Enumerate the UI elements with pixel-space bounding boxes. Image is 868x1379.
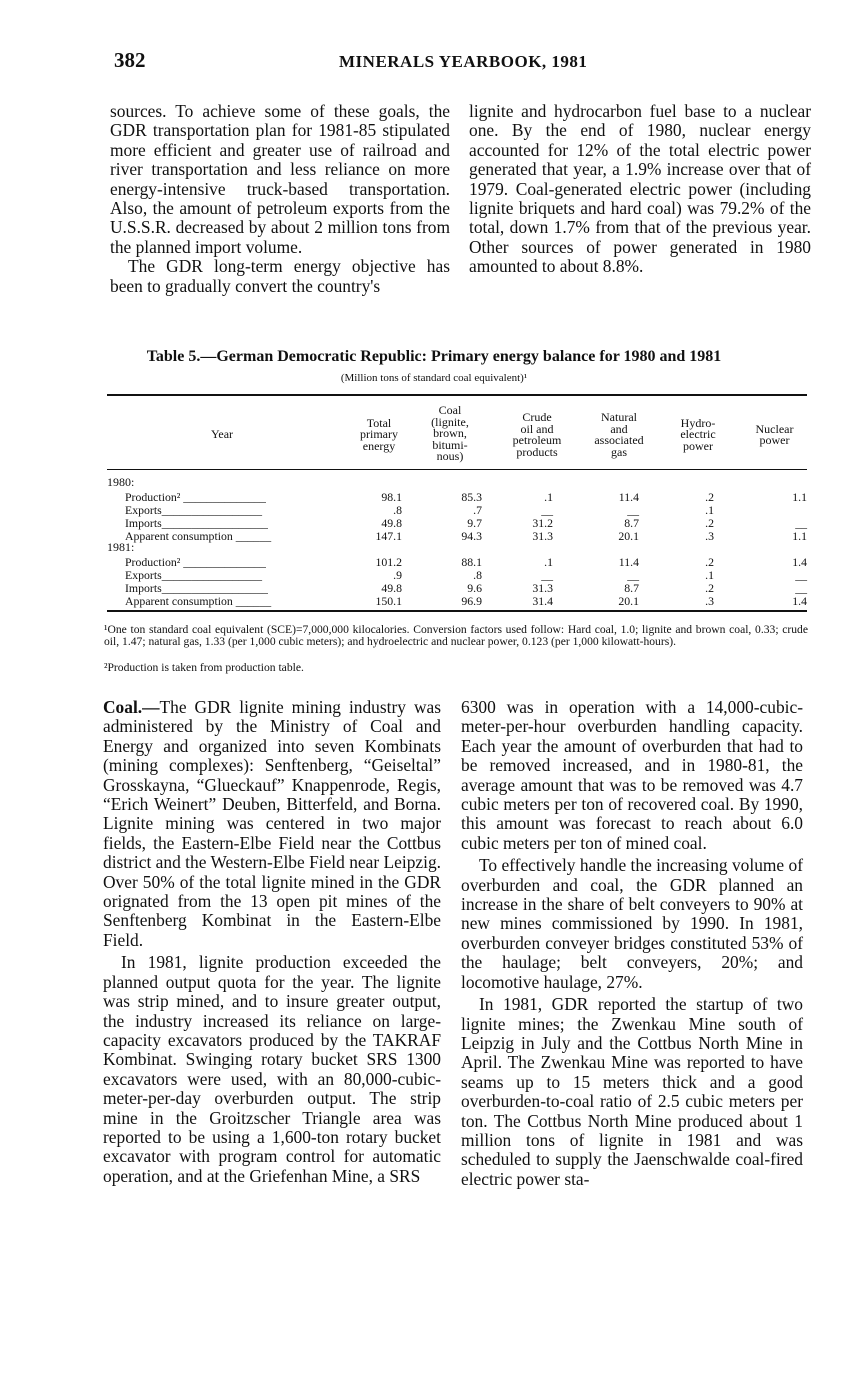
table-cell: 85.3	[461, 490, 482, 504]
row-label: Production² ______________	[125, 491, 266, 504]
paragraph: sources. To achieve some of these goals, the GDR transportation plan for 1981-85 stipulated more efficient and greater use of railroad and river transportation and less reliance on more energy-intensive truck-based transportation. Also, the amount of petroleum exports from the U.S.S.R. decreased by about 2 million tons from the planned import volume.	[110, 101, 450, 257]
table-cell: 1.1	[792, 529, 807, 543]
table-cell: __	[627, 568, 639, 582]
table-cell: 31.2	[532, 516, 553, 530]
table-row	[107, 530, 807, 543]
bottom-right-column	[461, 698, 803, 1189]
paragraph-text: The GDR lignite mining industry was administered by the Ministry of Coal and Energy and organized into seven Kombinats (mining complexes): Senftenberg, “Geiseltal” Grosskayna, “Glueckauf” Knappenrode, Regis, “Erich Weinert” Deuben, Bitterfeld, and Borna. Lignite mining was centered in two major fields, the Eastern-Elbe Field near the Cottbus district and the Western-Elbe Field near Leipzig. Over 50% of the total lignite mined in the GDR orignated from the 13 open pit mines of the Senftenberg Kombinat in the Eastern-Elbe Field.	[103, 697, 441, 950]
table-cell: .1	[705, 503, 714, 517]
table-cell: 147.1	[375, 529, 402, 543]
table-cell: 49.8	[381, 516, 402, 530]
row-label: Apparent consumption ______	[125, 530, 272, 543]
table-cell: .2	[705, 581, 714, 595]
table-cell: __	[627, 503, 639, 517]
table-header-rule	[107, 469, 807, 470]
table-row	[107, 595, 807, 608]
table-cell: __	[541, 568, 553, 582]
paragraph: The GDR long-term energy objective has been to gradually convert the country's	[110, 256, 450, 296]
column-header-total: Total primary energy	[360, 415, 398, 453]
table-cell: 31.4	[532, 594, 553, 608]
table-row	[107, 582, 807, 595]
table-cell: 20.1	[618, 594, 639, 608]
column-header-nuclear: Nuclear power	[755, 421, 794, 447]
table-title: Table 5.—German Democratic Republic: Primary energy balance for 1980 and 1981	[146, 348, 722, 365]
column-header-coal: Coal (lignite, brown, bitumi- nous)	[431, 403, 469, 464]
table-cell: .7	[473, 503, 482, 517]
table-cell: __	[795, 516, 807, 530]
table-cell: .8	[473, 568, 482, 582]
table-cell: 1.4	[792, 555, 807, 569]
table-cell: 9.6	[467, 581, 482, 595]
page-number: 382	[114, 48, 146, 72]
table-row	[107, 491, 807, 504]
table-cell: .1	[544, 555, 553, 569]
table-cell: .1	[705, 568, 714, 582]
table-cell: .9	[393, 568, 402, 582]
table-cell: __	[541, 503, 553, 517]
column-header-hydro: Hydro- electric power	[680, 415, 716, 453]
table-cell: __	[795, 581, 807, 595]
table-cell: 20.1	[618, 529, 639, 543]
table-cell: 94.3	[461, 529, 482, 543]
row-label: Imports__________________	[125, 582, 268, 595]
table-cell: 88.1	[461, 555, 482, 569]
row-label: Exports_________________	[125, 569, 262, 582]
year-label-1981: 1981:	[107, 540, 135, 554]
table-cell: .1	[544, 490, 553, 504]
table-cell: 96.9	[461, 594, 482, 608]
table-footnote-1: ¹One ton standard coal equivalent (SCE)=7,000,000 kilocalories. Conversion factors used follow: Hard coal, 1.0; lignite and brown coal, 0.33; crude oil, 1.47; natural gas, 1.33 (per 1,000 cubic meters); and hydroelectric and nuclear power, 0.123 (per 1,000 kilowatt-hours).	[104, 623, 808, 648]
paragraph: lignite and hydrocarbon fuel base to a nuclear one. By the end of 1980, nuclear energy accounted for 12% of the total electric power generated that year, a 1.9% increase over that of 1979. Coal-generated electric power (including lignite briquets and hard coal) was 79.2% of the total, down 1.7% from that of the previous year. Other sources of power generated in 1980 amounted to about 8.8%.	[469, 101, 811, 277]
paragraph: In 1981, GDR reported the startup of two lignite mines; the Zwenkau Mine south of Leipzig in July and the Cottbus North Mine in April. The Zwenkau Mine was reported to have seams up to 15 meters thick and a good overburden-to-coal ratio of 2.5 cubic meters per ton. The Cottbus North Mine produced about 1 million tons of lignite in 1981 and was scheduled to supply the Jaenschwalde coal-fired electric power sta-	[461, 994, 803, 1189]
table-cell: .2	[705, 490, 714, 504]
row-label: Production² ______________	[125, 556, 266, 569]
energy-balance-table	[107, 394, 807, 612]
paragraph: In 1981, lignite production exceeded the planned output quota for the year. The lignite was strip mined, and to insure greater output, the industry increased its reliance on large-capacity excavators produced by the TAKRAF Kombinat. Swinging rotary bucket SRS 1300 excavators were used, with an 80,000-cubic-meter-per-day overburden output. The strip mine in the Groitzscher Triangle area was reported to be using a 1,600-ton rotary bucket excavator with program control for automatic operation, and at the Griefenhan Mine, a SRS	[103, 952, 441, 1186]
row-label: Exports_________________	[125, 504, 262, 517]
table-cell: 31.3	[532, 529, 553, 543]
section-heading-coal: Coal.—	[103, 697, 160, 717]
table-top-rule	[107, 394, 807, 396]
paragraph: To effectively handle the increasing volume of overburden and coal, the GDR planned an increase in the share of belt conveyers to 90% at new mines commissioned by 1990. In 1981, overburden conveyer bridges constituted 53% of the haulage; belt conveyers, 20%; and locomotive haulage, 27%.	[461, 855, 803, 992]
table-cell: 1.1	[792, 490, 807, 504]
table-cell: 98.1	[381, 490, 402, 504]
table-row	[107, 504, 807, 517]
running-title: MINERALS YEARBOOK, 1981	[339, 52, 588, 71]
table-row	[107, 556, 807, 569]
table-cell: .2	[705, 555, 714, 569]
column-header-year: Year	[210, 427, 234, 442]
bottom-left-column	[103, 698, 441, 1186]
column-header-gas: Natural and associated gas	[594, 410, 644, 459]
table-row	[107, 569, 807, 582]
table-cell: __	[795, 568, 807, 582]
table-cell: .3	[705, 594, 714, 608]
table-cell: 11.4	[618, 490, 639, 504]
column-header-oil: Crude oil and petroleum products	[512, 410, 562, 459]
table-cell: 9.7	[467, 516, 482, 530]
table-cell: .8	[393, 503, 402, 517]
table-row	[107, 517, 807, 530]
top-left-column	[110, 102, 450, 296]
year-label-1980: 1980:	[107, 475, 135, 489]
table-cell: 1.4	[792, 594, 807, 608]
row-label: Apparent consumption ______	[125, 595, 272, 608]
table-cell: 101.2	[375, 555, 402, 569]
table-cell: 11.4	[618, 555, 639, 569]
top-right-column	[469, 102, 811, 277]
paragraph: 6300 was in operation with a 14,000-cubic-meter-per-hour overburden handling capacity. Each year the amount of overburden that had to be removed increased, and in 1980-81, the average amount that was to be removed was 4.7 cubic meters per ton of recovered coal. By 1990, this amount was forecast to reach about 6.0 cubic meters per ton of mined coal.	[461, 697, 803, 853]
table-bottom-rule	[107, 610, 807, 612]
table-cell: 8.7	[624, 581, 639, 595]
row-label: Imports__________________	[125, 517, 268, 530]
page-header	[114, 48, 814, 78]
table-cell: 8.7	[624, 516, 639, 530]
table-cell: 49.8	[381, 581, 402, 595]
table-subtitle: (Million tons of standard coal equivalent)¹	[340, 372, 528, 384]
table-cell: .2	[705, 516, 714, 530]
table-cell: .3	[705, 529, 714, 543]
table-cell: 150.1	[375, 594, 402, 608]
paragraph	[103, 698, 441, 950]
table-cell: 31.3	[532, 581, 553, 595]
table-footnote-2: ²Production is taken from production table.	[104, 661, 304, 674]
